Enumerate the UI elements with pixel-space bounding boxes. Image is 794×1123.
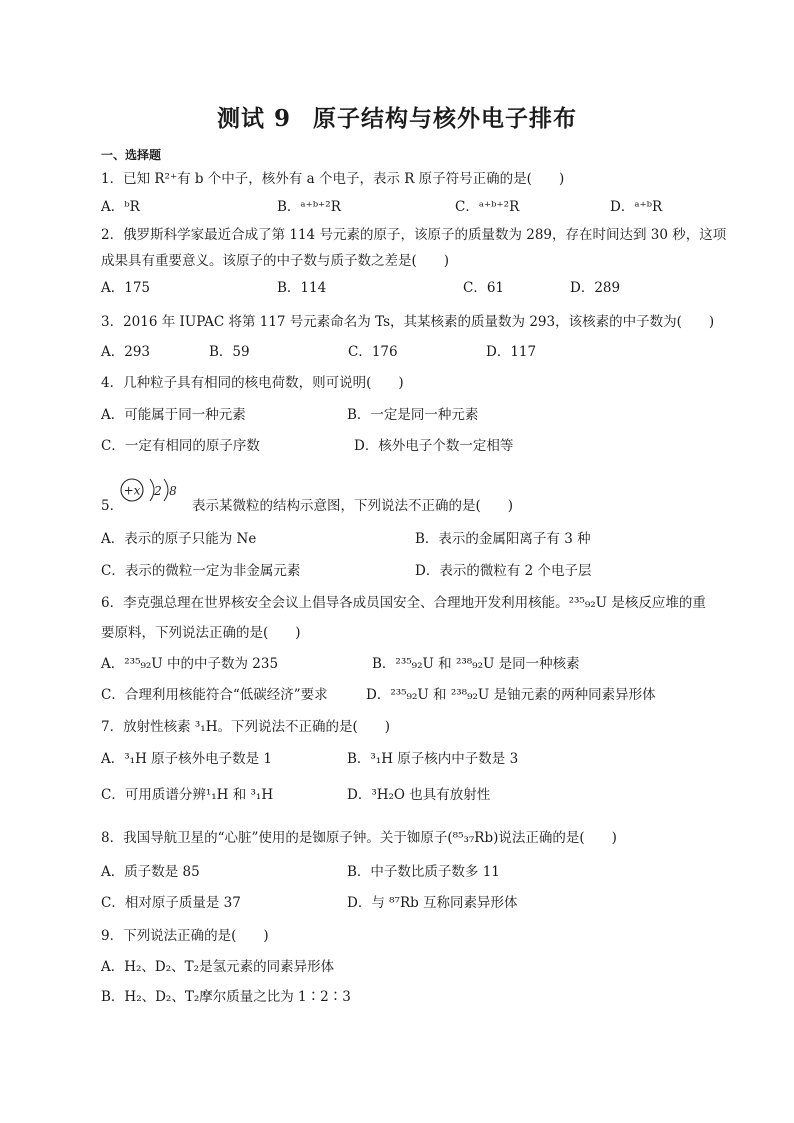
q6-option-c: C．合理利用核能符合“低碳经济”要求 [101, 687, 328, 703]
nucleus-label: +x [123, 483, 141, 498]
q2-option-d: D．289 [570, 280, 621, 296]
q4-stem: 4．几种粒子具有相同的核电荷数，则可说明( ) [101, 375, 404, 391]
q9-option-a: A．H₂、D₂、T₂是氢元素的同素异形体 [101, 959, 335, 975]
title-sub: 原子结构与核外电子排布 [313, 105, 577, 132]
q1-option-d: D．ᵃ⁺ᵇR [610, 199, 663, 215]
section-heading: 一、选择题 [101, 148, 162, 162]
shell-arc-2 [164, 479, 168, 501]
q6-stem-line2: 要原料，下列说法正确的是( ) [101, 625, 301, 641]
q2-stem-line2: 成果具有重要意义。该原子的中子数与质子数之差是( ) [101, 253, 450, 269]
q5-option-c: C．表示的微粒一定为非金属元素 [101, 563, 301, 579]
q5-option-d: D．表示的微粒有 2 个电子层 [415, 563, 592, 579]
q2-option-a: A．175 [101, 280, 151, 296]
q7-stem: 7．放射性核素 ³₁H。下列说法不正确的是( ) [101, 719, 391, 735]
q8-stem: 8．我国导航卫星的“心脏”使用的是铷原子钟。关于铷原子(⁸⁵₃₇Rb)说法正确的是( ) [101, 830, 617, 846]
q3-stem: 3．2016 年 IUPAC 将第 117 号元素命名为 Ts，其某核素的质量数为 293，该核素的中子数为( ) [101, 314, 715, 330]
q6-option-d: D．²³⁵₉₂U 和 ²³⁸₉₂U 是铀元素的两种同素异形体 [366, 687, 656, 703]
shell-1-electrons: 2 [154, 484, 162, 498]
q3-option-c: C．176 [348, 344, 398, 360]
q5-option-a: A．表示的原子只能为 Ne [101, 531, 257, 547]
q1-option-c: C．ᵃ⁺ᵇ⁺²R [455, 199, 520, 215]
q5-number: 5． [101, 498, 124, 514]
shell-2-electrons: 8 [169, 484, 177, 498]
q8-option-d: D．与 ⁸⁷Rb 互称同素异形体 [347, 895, 518, 911]
q2-option-b: B．114 [277, 280, 327, 296]
q8-option-b: B．中子数比质子数多 11 [347, 864, 500, 880]
q8-option-a: A．质子数是 85 [101, 864, 200, 880]
q1-option-a: A．ᵇR [101, 199, 140, 215]
q7-option-a: A．³₁H 原子核外电子数是 1 [101, 751, 273, 767]
q7-option-c: C．可用质谱分辨¹₁H 和 ³₁H [101, 787, 274, 803]
q4-option-b: B．一定是同一种元素 [347, 407, 479, 423]
q5-stem: 表示某微粒的结构示意图，下列说法不正确的是( ) [192, 498, 514, 514]
q6-stem-line1: 6．李克强总理在世界核安全会议上倡导各成员国安全、合理地开发利用核能。²³⁵₉₂U 是核反应堆的重 [101, 595, 706, 611]
atom-structure-diagram [118, 476, 188, 504]
q1-option-b: B．ᵃ⁺ᵇ⁺²R [277, 199, 341, 215]
q9-option-b: B．H₂、D₂、T₂摩尔质量之比为 1∶2∶3 [101, 989, 351, 1005]
q2-stem-line1: 2．俄罗斯科学家最近合成了第 114 号元素的原子，该原子的质量数为 289，存在时间达到 30 秒，这项 [101, 227, 727, 243]
page-title [0, 100, 794, 133]
q4-option-a: A．可能属于同一种元素 [101, 407, 246, 423]
q6-option-a: A．²³⁵₉₂U 中的中子数为 235 [101, 656, 279, 672]
q9-stem: 9．下列说法正确的是( ) [101, 928, 269, 944]
q3-option-b: B．59 [209, 344, 250, 360]
q7-option-b: B．³₁H 原子核内中子数是 3 [347, 751, 519, 767]
q3-option-a: A．293 [101, 344, 151, 360]
q7-option-d: D．³H₂O 也具有放射性 [347, 787, 491, 803]
title-main: 测试 9 [216, 105, 291, 132]
q4-option-d: D．核外电子个数一定相等 [354, 438, 514, 454]
q8-option-c: C．相对原子质量是 37 [101, 895, 241, 911]
q6-option-b: B．²³⁵₉₂U 和 ²³⁸₉₂U 是同一种核素 [372, 656, 580, 672]
q1-stem: 1．已知 R²⁺有 b 个中子，核外有 a 个电子，表示 R 原子符号正确的是( ) [101, 171, 565, 187]
q4-option-c: C．一定有相同的原子序数 [101, 438, 260, 454]
q5-option-b: B．表示的金属阳离子有 3 种 [415, 531, 591, 547]
q3-option-d: D．117 [486, 344, 537, 360]
q2-option-c: C．61 [463, 280, 505, 296]
